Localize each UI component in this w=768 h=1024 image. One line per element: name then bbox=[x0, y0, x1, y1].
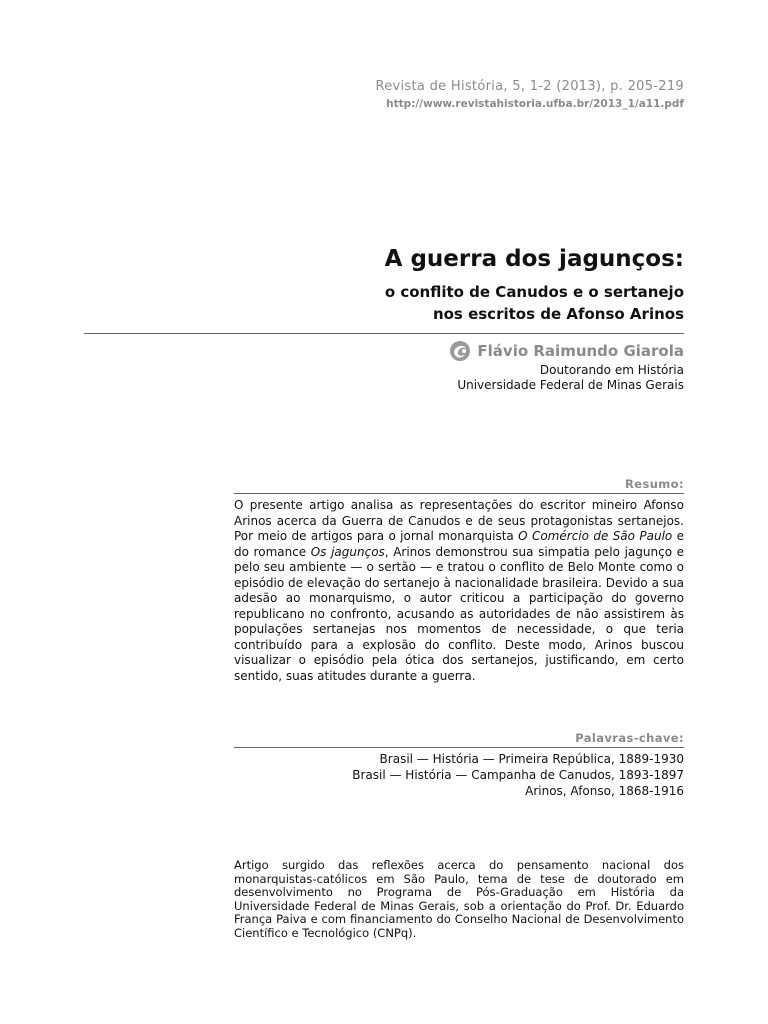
author-affiliation bbox=[457, 363, 684, 393]
affiliation-line: Doutorando em História bbox=[539, 363, 684, 377]
keyword-item: Arinos, Afonso, 1868-1916 bbox=[525, 784, 684, 798]
abstract-part: O presente artigo analisa as representações do escritor mineiro Afonso Arinos acerca da Guerra de Canudos e de seus protagonistas sertanejos. Por meio de artigos para o jornal monarquista bbox=[234, 498, 684, 543]
keyword-item: Brasil — História — Primeira República, 1889-1930 bbox=[379, 752, 684, 766]
author-row bbox=[449, 340, 684, 362]
article-title: A guerra dos jagunços: bbox=[384, 246, 684, 272]
author-name: Flávio Raimundo Giarola bbox=[477, 342, 684, 360]
abstract-label: Resumo: bbox=[625, 477, 684, 491]
abstract-divider bbox=[234, 493, 684, 494]
footnote: Artigo surgido das reflexões acerca do pensamento nacional dos monarquistas-católicos em São Paulo, tema de tese de doutorado em desenvolvimento no Programa de Pós-Graduação em História da Universidade Federal de Minas Gerais, sob a orientação do Prof. Dr. Eduardo França Paiva e com financiamento do Conselho Nacional de Desenvolvimento Científico e Tecnológico (CNPq). bbox=[234, 858, 684, 940]
article-subtitle bbox=[385, 281, 684, 325]
abstract-newspaper-title: O Comércio de São Paulo bbox=[518, 529, 673, 543]
affiliation-line: Universidade Federal de Minas Gerais bbox=[457, 378, 684, 392]
abstract-part: , Arinos demonstrou sua simpatia pelo jagunço e pelo seu ambiente — o sertão — e tratou o conflito de Belo Monte como o episódio de elevação do sertanejo à nacionalidade brasileira. Devido a sua adesão ao monarquismo, o autor criticou a participação do governo republicano no confronto, acusando as autoridades de não assistirem às populações sertanejas nos momentos de necessidade, o que teria contribuído para a explosão do conflito. Deste modo, Arinos buscou visualizar o episódio pela ótica dos sertanejos, justificando, em certo sentido, suas atitudes durante a guerra. bbox=[234, 544, 685, 683]
keywords-divider bbox=[234, 747, 684, 748]
journal-citation: Revista de História, 5, 1-2 (2013), p. 205-219 bbox=[375, 79, 684, 94]
abstract-text bbox=[234, 498, 684, 684]
journal-url[interactable]: http://www.revistahistoria.ufba.br/2013_1/a11.pdf bbox=[386, 98, 684, 110]
keywords-list bbox=[352, 751, 684, 799]
keywords-label: Palavras-chave: bbox=[575, 731, 684, 745]
abstract-part: e do romance bbox=[234, 529, 684, 559]
abstract-novel-title: Os jagunços bbox=[310, 544, 385, 559]
title-divider bbox=[84, 333, 684, 334]
subtitle-line: o conflito de Canudos e o sertanejo bbox=[384, 283, 684, 301]
subtitle-line: nos escritos de Afonso Arinos bbox=[432, 305, 684, 323]
author-logo-icon bbox=[449, 340, 471, 362]
keyword-item: Brasil — História — Campanha de Canudos, 1893-1897 bbox=[352, 768, 684, 782]
